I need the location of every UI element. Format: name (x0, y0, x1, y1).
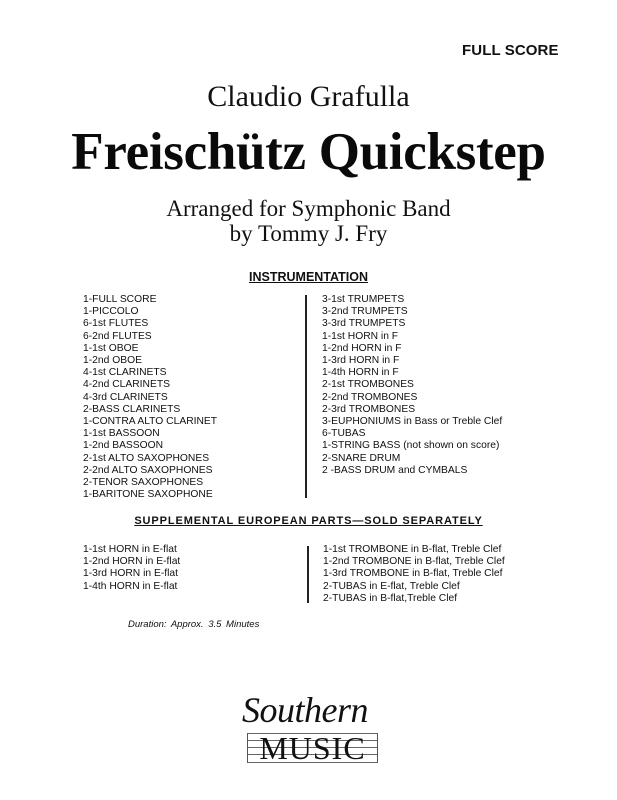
publisher-logo-staff (247, 730, 378, 766)
list-item: 6-1st FLUTES (83, 318, 149, 330)
list-item: 3-2nd TRUMPETS (322, 306, 408, 318)
list-item: 2-TUBAS in E-flat, Treble Clef (323, 580, 460, 592)
supplemental-list-right (323, 544, 505, 605)
instrumentation-list-left (83, 294, 217, 501)
list-item: 2-2nd ALTO SAXOPHONES (83, 464, 213, 476)
list-item: 1-2nd OBOE (83, 355, 142, 367)
arrangement-credit (0, 196, 617, 246)
list-item: 3-1st TRUMPETS (322, 294, 405, 305)
list-item: 2-BASS CLARINETS (83, 403, 181, 415)
list-item: 2-3rd TROMBONES (322, 403, 416, 415)
list-item: 4-3rd CLARINETS (83, 391, 168, 403)
instrumentation-heading: INSTRUMENTATION (249, 270, 368, 284)
list-item: 2 -BASS DRUM and CYMBALS (322, 464, 468, 476)
list-item: 3-3rd TRUMPETS (322, 318, 406, 330)
list-item: 2-1st TROMBONES (322, 379, 414, 391)
list-item: 1-1st HORN in F (322, 330, 399, 342)
publisher-logo-music: MUSIC (259, 730, 366, 766)
list-item: 3-EUPHONIUMS in Bass or Treble Clef (322, 416, 503, 428)
list-item: 6-TUBAS (322, 428, 366, 440)
list-item: 1-BARITONE SAXOPHONE (83, 489, 213, 501)
list-item: 2-1st ALTO SAXOPHONES (83, 452, 210, 464)
column-divider (305, 295, 307, 498)
list-item: 1-3rd TROMBONE in B-flat, Treble Clef (323, 568, 503, 580)
composer-name: Claudio Grafulla (207, 80, 410, 113)
publisher-logo-wordmark: Southern (242, 690, 368, 730)
list-item: 1-1st BASSOON (83, 428, 160, 440)
list-item: 2-2nd TROMBONES (322, 391, 418, 403)
list-item: 1-4th HORN in E-flat (83, 580, 178, 592)
list-item: 1-3rd HORN in E-flat (83, 568, 178, 580)
list-item: 2-SNARE DRUM (322, 452, 401, 464)
list-item: 4-2nd CLARINETS (83, 379, 170, 391)
column-divider (307, 546, 309, 603)
list-item: 2-TENOR SAXOPHONES (83, 477, 204, 489)
supplemental-heading: SUPPLEMENTAL EUROPEAN PARTS—SOLD SEPARATELY (134, 515, 483, 527)
list-item: 6-2nd FLUTES (83, 330, 152, 342)
arrangement-line-1: Arranged for Symphonic Band (166, 196, 451, 221)
piece-title: Freischütz Quickstep (71, 123, 546, 181)
list-item: 4-1st CLARINETS (83, 367, 167, 379)
list-item: 1-1st OBOE (83, 342, 139, 354)
list-item: 1-3rd HORN in F (322, 355, 400, 367)
list-item: 1-1st TROMBONE in B-flat, Treble Clef (323, 544, 502, 555)
instrumentation-list-right (322, 294, 502, 477)
list-item: 1-STRING BASS (not shown on score) (322, 440, 500, 452)
list-item: 1-PICCOLO (83, 306, 139, 318)
list-item: 1-2nd HORN in E-flat (83, 556, 181, 568)
list-item: 1-2nd TROMBONE in B-flat, Treble Clef (323, 556, 505, 568)
list-item: 1-FULL SCORE (83, 294, 157, 305)
list-item: 1-4th HORN in F (322, 367, 399, 379)
list-item: 1-2nd HORN in F (322, 342, 402, 354)
supplemental-list-left (83, 544, 180, 593)
duration-note: Duration: Approx. 3.5 Minutes (128, 619, 260, 630)
list-item: 2-TUBAS in B-flat,Treble Clef (323, 592, 458, 604)
arrangement-line-2: by Tommy J. Fry (229, 221, 388, 246)
list-item: 1-CONTRA ALTO CLARINET (83, 416, 218, 428)
publisher-logo (238, 690, 388, 768)
full-score-label: FULL SCORE (462, 42, 559, 59)
list-item: 1-2nd BASSOON (83, 440, 164, 452)
list-item: 1-1st HORN in E-flat (83, 544, 177, 555)
